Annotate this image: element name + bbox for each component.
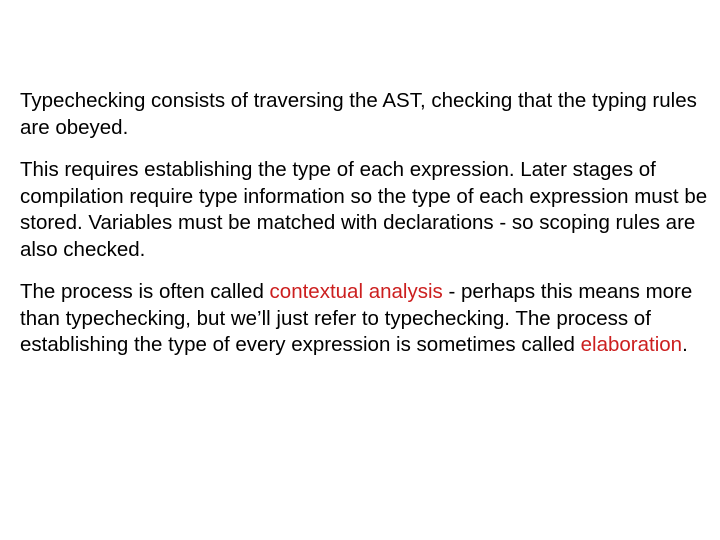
paragraph-contextual-analysis <box>20 279 710 359</box>
paragraph-text: This requires establishing the type of each expression. Later stages of compilation require type information so the type of each expression must be stored. Variables must be matched with declarations - so scoping rules are also checked. <box>20 158 708 261</box>
paragraph-text-middle: - perhaps this means more than typechecking, but we’ll just refer to typechecking. The process of establishing the type of every expression is sometimes called <box>20 280 693 356</box>
highlighted-term-contextual-analysis: contextual analysis <box>269 280 443 303</box>
slide-body <box>20 88 710 375</box>
paragraph-text-before: The process is often called <box>20 280 270 303</box>
paragraph-text: Typechecking consists of traversing the AST, checking that the typing rules are obeyed. <box>20 89 697 139</box>
paragraph-typechecking-intro <box>20 88 710 141</box>
paragraph-type-establishment <box>20 157 710 263</box>
paragraph-text-after: . <box>682 333 688 356</box>
highlighted-term-elaboration: elaboration <box>580 333 683 356</box>
